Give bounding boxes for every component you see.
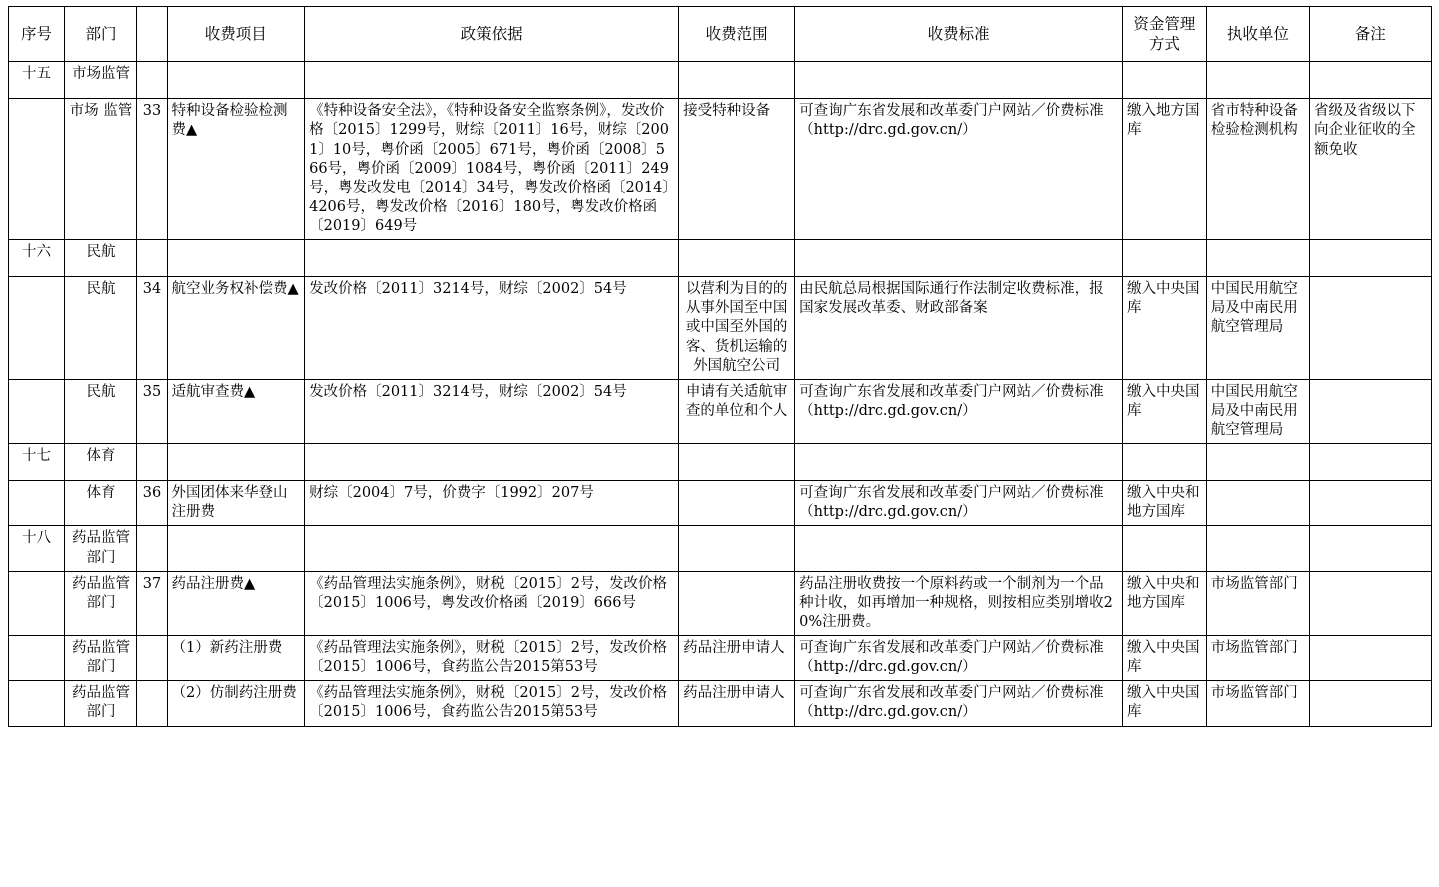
row-scope: 药品注册申请人 [679,681,795,726]
row-unit: 市场监管部门 [1206,681,1309,726]
row-unit: 市场监管部门 [1206,571,1309,635]
row-remark [1309,379,1431,443]
row-dept: 药品监管部门 [65,636,137,681]
section-remark-blank [1309,62,1431,99]
row-seq [8,277,65,380]
section-seq: 十七 [8,444,65,481]
row-remark [1309,481,1431,526]
row-standard: 可查询广东省发展和改革委门户网站／价费标准（http://drc.gd.gov.cn/） [795,481,1123,526]
header-seq: 序号 [8,7,65,62]
row-dept: 市场 监管 [65,99,137,240]
row-policy: 发改价格〔2011〕3214号，财综〔2002〕54号 [305,379,679,443]
fee-catalog-table [8,6,1432,727]
section-fund-blank [1122,526,1206,571]
section-no-blank [137,62,167,99]
section-scope-blank [679,240,795,277]
section-unit-blank [1206,62,1309,99]
row-fund: 缴入中央国库 [1122,379,1206,443]
row-unit: 市场监管部门 [1206,636,1309,681]
row-remark [1309,571,1431,635]
section-scope-blank [679,62,795,99]
row-seq [8,681,65,726]
row-seq [8,99,65,240]
row-scope: 以营利为目的的从事外国至中国或中国至外国的客、货机运输的外国航空公司 [679,277,795,380]
row-item: 药品注册费▲ [167,571,305,635]
section-seq: 十八 [8,526,65,571]
row-unit [1206,481,1309,526]
section-dept-title: 体育 [65,444,137,481]
row-fund: 缴入中央国库 [1122,636,1206,681]
section-fund-blank [1122,240,1206,277]
row-no: 36 [137,481,167,526]
row-unit: 省市特种设备检验检测机构 [1206,99,1309,240]
row-scope: 申请有关适航审查的单位和个人 [679,379,795,443]
section-unit-blank [1206,444,1309,481]
row-item: （1）新药注册费 [167,636,305,681]
row-item: 特种设备检验检测费▲ [167,99,305,240]
section-scope-blank [679,444,795,481]
row-dept: 药品监管部门 [65,681,137,726]
section-item-blank [167,62,305,99]
row-item: 航空业务权补偿费▲ [167,277,305,380]
header-no [137,7,167,62]
section-seq: 十六 [8,240,65,277]
row-standard: 由民航总局根据国际通行作法制定收费标准，报国家发展改革委、财政部备案 [795,277,1123,380]
row-seq [8,481,65,526]
row-fund: 缴入中央国库 [1122,681,1206,726]
table-row [8,99,1431,240]
section-unit-blank [1206,526,1309,571]
section-dept-title: 民航 [65,240,137,277]
row-policy: 《药品管理法实施条例》，财税〔2015〕2号，发改价格〔2015〕1006号，食药监公告2015第53号 [305,636,679,681]
section-policy-blank [305,62,679,99]
section-policy-blank [305,444,679,481]
row-standard: 药品注册收费按一个原料药或一个制剂为一个品种计收，如再增加一种规格，则按相应类别增收20%注册费。 [795,571,1123,635]
row-remark [1309,681,1431,726]
row-scope: 接受特种设备 [679,99,795,240]
header-scope: 收费范围 [679,7,795,62]
table-row [8,277,1431,380]
section-item-blank [167,240,305,277]
row-no: 35 [137,379,167,443]
row-item: （2）仿制药注册费 [167,681,305,726]
row-remark [1309,277,1431,380]
row-standard: 可查询广东省发展和改革委门户网站／价费标准（http://drc.gd.gov.cn/） [795,681,1123,726]
section-standard-blank [795,240,1123,277]
header-standard: 收费标准 [795,7,1123,62]
table-row [8,481,1431,526]
header-item: 收费项目 [167,7,305,62]
header-policy: 政策依据 [305,7,679,62]
row-item: 适航审查费▲ [167,379,305,443]
row-item: 外国团体来华登山注册费 [167,481,305,526]
row-no: 33 [137,99,167,240]
section-header-row [8,240,1431,277]
section-standard-blank [795,444,1123,481]
section-remark-blank [1309,444,1431,481]
row-dept: 民航 [65,277,137,380]
row-policy: 财综〔2004〕7号，价费字〔1992〕207号 [305,481,679,526]
row-seq [8,379,65,443]
section-no-blank [137,240,167,277]
row-seq [8,571,65,635]
table-row [8,636,1431,681]
row-unit: 中国民用航空局及中南民用航空管理局 [1206,379,1309,443]
row-scope [679,571,795,635]
section-unit-blank [1206,240,1309,277]
section-remark-blank [1309,240,1431,277]
section-standard-blank [795,526,1123,571]
row-remark [1309,636,1431,681]
section-scope-blank [679,526,795,571]
row-scope: 药品注册申请人 [679,636,795,681]
section-item-blank [167,444,305,481]
row-no: 37 [137,571,167,635]
row-no [137,681,167,726]
header-remark: 备注 [1309,7,1431,62]
row-no: 34 [137,277,167,380]
row-fund: 缴入中央和地方国库 [1122,571,1206,635]
row-dept: 民航 [65,379,137,443]
table-row [8,681,1431,726]
row-seq [8,636,65,681]
table-row [8,571,1431,635]
section-seq: 十五 [8,62,65,99]
section-dept-title: 市场监管 [65,62,137,99]
section-fund-blank [1122,62,1206,99]
row-policy: 《药品管理法实施条例》，财税〔2015〕2号，发改价格〔2015〕1006号，食药监公告2015第53号 [305,681,679,726]
section-fund-blank [1122,444,1206,481]
row-standard: 可查询广东省发展和改革委门户网站／价费标准（http://drc.gd.gov.cn/） [795,379,1123,443]
row-scope [679,481,795,526]
section-standard-blank [795,62,1123,99]
section-header-row [8,526,1431,571]
section-dept-title: 药品监管部门 [65,526,137,571]
section-item-blank [167,526,305,571]
row-policy: 《药品管理法实施条例》，财税〔2015〕2号，发改价格〔2015〕1006号，粤发改价格函〔2019〕666号 [305,571,679,635]
section-header-row [8,444,1431,481]
header-fund: 资金管理方式 [1122,7,1206,62]
header-dept: 部门 [65,7,137,62]
section-no-blank [137,444,167,481]
row-policy: 发改价格〔2011〕3214号，财综〔2002〕54号 [305,277,679,380]
row-no [137,636,167,681]
row-fund: 缴入中央国库 [1122,277,1206,380]
section-remark-blank [1309,526,1431,571]
table-header-row [8,7,1431,62]
row-dept: 药品监管部门 [65,571,137,635]
row-dept: 体育 [65,481,137,526]
row-policy: 《特种设备安全法》，《特种设备安全监察条例》，发改价格〔2015〕1299号，财综〔2011〕16号，财综〔2001〕10号，粤价函〔2005〕671号，粤价函〔2008〕566号，粤价函〔2009〕1084号，粤价函〔2011〕249号，粤发改发电〔2014〕34号，粤发改价格函〔2014〕4206号，粤发改价格〔2016〕180号，粤发改价格函〔2019〕649号 [305,99,679,240]
section-header-row [8,62,1431,99]
section-policy-blank [305,526,679,571]
table-row [8,379,1431,443]
section-no-blank [137,526,167,571]
row-standard: 可查询广东省发展和改革委门户网站／价费标准（http://drc.gd.gov.cn/） [795,636,1123,681]
row-fund: 缴入中央和地方国库 [1122,481,1206,526]
row-unit: 中国民用航空局及中南民用航空管理局 [1206,277,1309,380]
row-fund: 缴入地方国库 [1122,99,1206,240]
row-standard: 可查询广东省发展和改革委门户网站／价费标准（http://drc.gd.gov.cn/） [795,99,1123,240]
header-unit: 执收单位 [1206,7,1309,62]
section-policy-blank [305,240,679,277]
row-remark: 省级及省级以下向企业征收的全额免收 [1309,99,1431,240]
